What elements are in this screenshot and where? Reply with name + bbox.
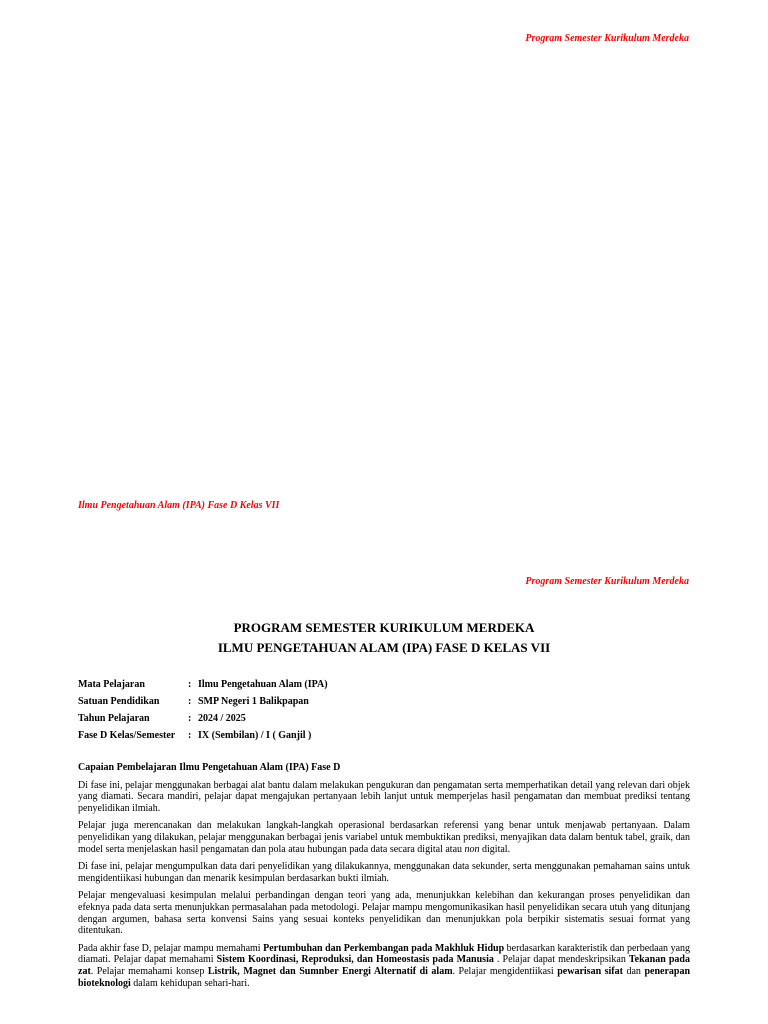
info-value: IX (Sembilan) / I ( Ganjil ) (198, 730, 312, 741)
info-table (78, 676, 328, 744)
page-header: Program Semester Kurikulum Merdeka (525, 576, 689, 587)
info-row (78, 727, 328, 744)
info-value: 2024 / 2025 (198, 713, 246, 724)
section-heading: Capaian Pembelajaran Ilmu Pengetahuan Alam (IPA) Fase D (78, 762, 341, 773)
paragraph: Di fase ini, pelajar menggunakan berbagai alat bantu dalam melakukan pengukuran dan pengamatan serta memperhatikan detail yang relevan dari objek yang diamati. Secara mandiri, pelajar dapat mengajukan pertanyaan lebih lanjut untuk memperjelas hasil pengamatan dan membuat prediksi tentang penyelidikan ilmiah. (78, 779, 690, 814)
document-subtitle: ILMU PENGETAHUAN ALAM (IPA) FASE D KELAS VII (217, 640, 551, 655)
paragraph: Pelajar juga merencanakan dan melakukan langkah-langkah operasional berdasarkan referensi yang benar untuk menjawab pertanyaan. Dalam penyelidikan yang dilakukan, pelajar menggunakan berbagai jenis variabel untuk membuktikan prediksi, menyajikan data dalam bentuk tabel, graik, dan model serta menjelaskan hasil pengamatan dan pola atau hubungan pada data secara digital atau non digital. (78, 820, 690, 855)
page-footer: Ilmu Pengetahuan Alam (IPA) Fase D Kelas VII (78, 500, 280, 511)
info-value: Ilmu Pengetahuan Alam (IPA) (198, 679, 328, 690)
info-label: Tahun Pelajaran (78, 713, 150, 724)
info-label: Mata Pelajaran (78, 679, 145, 690)
info-colon: : (188, 730, 192, 741)
paragraph: Di fase ini, pelajar mengumpulkan data dari penyelidikan yang dilakukannya, menggunakan data sekunder, serta menggunakan pemahaman sains untuk mengidentiikasi hubungan dan menarik kesimpulan berdasarkan bukti ilmiah. (78, 861, 690, 884)
info-row (78, 710, 328, 727)
info-colon: : (188, 696, 192, 707)
content-body (78, 762, 690, 995)
info-row (78, 676, 328, 693)
info-label: Satuan Pendidikan (78, 696, 160, 707)
info-value: SMP Negeri 1 Balikpapan (198, 696, 309, 707)
paragraph: Pelajar mengevaluasi kesimpulan melalui perbandingan dengan teori yang ada, menunjukkan kelebihan dan kekurangan proses penyelidikan dan efeknya pada data serta menunjukkan permasalahan pada metodologi. Pelajar mampu mengomunikasikan hasil penyelidikan secara utuh yang ditunjang dengan argumen, bahasa serta konvensi Sains yang sesuai konteks penyelidikan dan menunjukkan pola berpikir sistematis sesuai format yang ditentukan. (78, 890, 690, 937)
info-colon: : (188, 713, 192, 724)
document-title: PROGRAM SEMESTER KURIKULUM MERDEKA (233, 620, 535, 635)
paragraph: Pada akhir fase D, pelajar mampu memahami Pertumbuhan dan Perkembangan pada Makhluk Hidup berdasarkan karakteristik dan perbedaan yang diamati. Pelajar dapat memahami Sistem Koordinasi, Reproduksi, dan Homeostasis pada Manusia . Pelajar dapat mendeskripsikan Tekanan pada zat. Pelajar memahami konsep Listrik, Magnet dan Sumnber Energi Alternatif di alam. Pelajar mengidentiikasi pewarisan sifat dan penerapan bioteknologi dalam kehidupan sehari-hari. (78, 942, 691, 989)
info-colon: : (188, 679, 192, 690)
info-row (78, 693, 328, 710)
info-label: Fase D Kelas/Semester (78, 730, 176, 741)
page-header: Program Semester Kurikulum Merdeka (525, 33, 689, 44)
